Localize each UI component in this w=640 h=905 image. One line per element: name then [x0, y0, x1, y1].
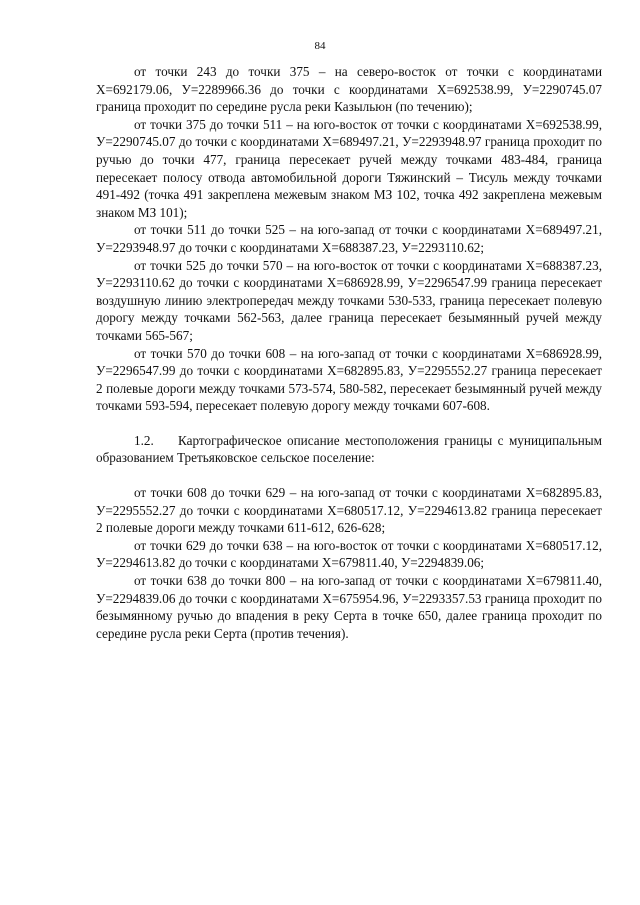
boundary-paragraph: от точки 511 до точки 525 – на юго-запад от точки с координатами Х=689497.21, У=2293948.97 до точки с координатами Х=688387.23, У=2293110.62; — [96, 222, 602, 255]
document-body — [96, 63, 602, 642]
boundary-paragraph: от точки 525 до точки 570 – на юго-восток от точки с координатами Х=688387.23, У=2293110.62 до точки с координатами Х=686928.99, У=2296547.99 граница пересекает воздушную линию электропередач между точками 530-533, граница пересекает полевую дорогу между точками 562-563, далее граница пересекает безымянный ручей между точками 565-567; — [96, 257, 602, 343]
boundary-paragraph: от точки 629 до точки 638 – на юго-восток от точки с координатами Х=680517.12, У=2294613.82 до точки с координатами Х=679811.40, У=2294839.06; — [96, 537, 602, 571]
section-heading — [96, 432, 602, 467]
section-title: Картографическое описание местоположения границы с муниципальным образованием Третьяковское сельское поселение: — [96, 432, 602, 466]
section-number: 1.2. — [134, 432, 154, 448]
boundary-paragraph: от точки 243 до точки 375 – на северо-восток от точки с координатами Х=692179.06, У=2289966.36 до точки с координатами Х=692538.99, У=2290745.07 граница проходит по середине русла реки Казыльюн (по течению); — [96, 64, 602, 115]
boundary-paragraph: от точки 375 до точки 511 – на юго-восток от точки с координатами Х=692538.99, У=2290745.07 до точки с координатами Х=689497.21, У=2293948.97 граница проходит по ручью до точки 477, граница пересекает ручей между точками 483-484, граница пересекает полосу отвода автомобильной дороги Тяжинский – Тисуль между точками 491-492 (точка 491 закреплена межевым знаком МЗ 102, точка 492 закреплена межевым знаком МЗ 101); — [96, 116, 602, 220]
page-number: 84 — [314, 40, 326, 52]
boundary-paragraph: от точки 570 до точки 608 – на юго-запад от точки с координатами Х=686928.99, У=2296547.99 до точки с координатами Х=682895.83, У=2295552.27 граница пересекает 2 полевые дороги между точками 573-574, 580-582, пересекает безымянный ручей между точками 593-594, пересекает полевую дорогу между точками 607-608. — [96, 345, 602, 414]
boundary-paragraph: от точки 608 до точки 629 – на юго-запад от точки с координатами Х=682895.83, У=2295552.27 до точки с координатами Х=680517.12, У=2294613.82 граница пересекает 2 полевые дороги между точками 611-612, 626-628; — [96, 485, 602, 536]
boundary-paragraph: от точки 638 до точки 800 – на юго-запад от точки с координатами Х=679811.40, У=2294839.06 до точки с координатами Х=675954.96, У=2293357.53 граница проходит по безымянному ручью до впадения в реку Серта в точке 650, далее граница проходит по середине русла реки Серта (против течения). — [96, 573, 602, 641]
